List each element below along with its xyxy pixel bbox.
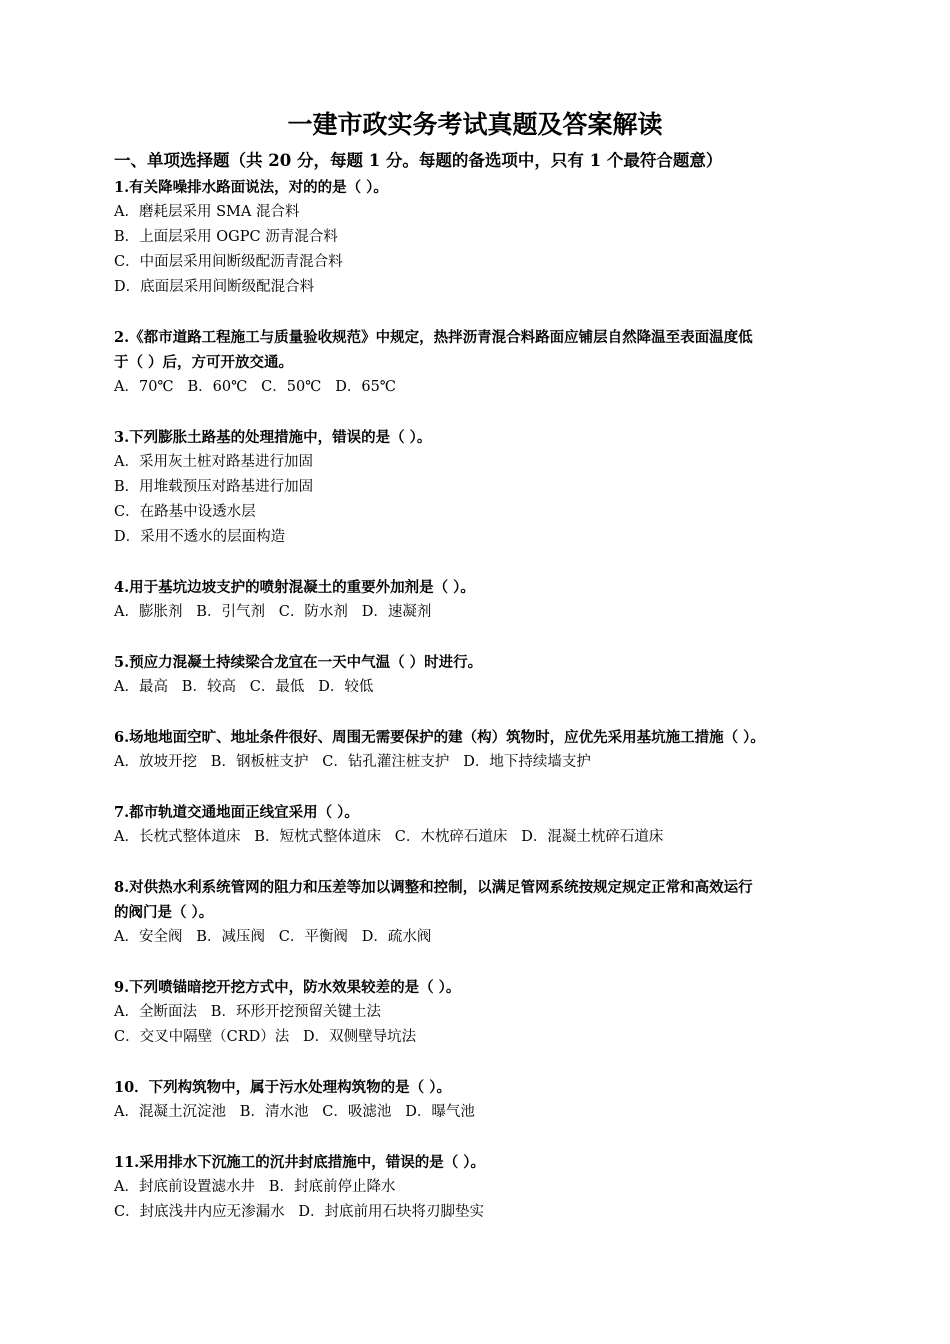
question-9 xyxy=(114,975,874,1050)
question-options: B．用堆载预压对路基进行加固 xyxy=(114,479,314,495)
question-options: A．封底前设置滤水井 B．封底前停止降水 xyxy=(114,1179,396,1195)
question-options: A．全断面法 B．环形开挖预留关键土法 xyxy=(114,1004,381,1020)
question-options: C．交叉中隔壁（CRD）法 D．双侧壁导坑法 xyxy=(114,1029,417,1045)
question-stem: 8.对供热水利系统管网的阻力和压差等加以调整和控制，以满足管网系统按规定规定正常和高效运行 xyxy=(114,879,753,896)
question-stem: 6.场地地面空旷、地址条件很好、周围无需要保护的建（构）筑物时，应优先采用基坑施工措施（ ）。 xyxy=(114,729,765,746)
question-stem: 于（ ）后，方可开放交通。 xyxy=(114,354,294,371)
question-stem: 1.有关降噪排水路面说法，对的的是（ ）。 xyxy=(114,179,388,196)
question-8 xyxy=(114,875,874,950)
question-options: A．安全阀 B．减压阀 C．平衡阀 D．疏水阀 xyxy=(114,929,432,945)
question-options: D．采用不透水的层面构造 xyxy=(114,529,286,545)
question-options: C．封底浅井内应无渗漏水 D．封底前用石块将刃脚垫实 xyxy=(114,1204,485,1220)
question-11 xyxy=(114,1150,874,1225)
question-stem: 9.下列喷锚暗挖开挖方式中，防水效果较差的是（ ）。 xyxy=(114,979,461,996)
question-options: C．中面层采用间断级配沥青混合料 xyxy=(114,254,343,270)
question-options: A．膨胀剂 B．引气剂 C．防水剂 D．速凝剂 xyxy=(114,604,432,620)
question-stem: 4.用于基坑边坡支护的喷射混凝土的重要外加剂是（ ）。 xyxy=(114,579,475,596)
question-options: B．上面层采用 OGPC 沥青混合料 xyxy=(114,229,338,245)
question-stem: 2.《都市道路工程施工与质量验收规范》中规定，热拌沥青混合料路面应铺层自然降温至表面温度低 xyxy=(114,329,753,346)
page-title: 一建市政实务考试真题及答案解读 xyxy=(287,110,663,139)
question-5 xyxy=(114,650,874,700)
question-options: A．采用灰土桩对路基进行加固 xyxy=(114,454,313,470)
question-stem: 5.预应力混凝土持续梁合龙宜在一天中气温（ ）时进行。 xyxy=(114,654,483,671)
question-4 xyxy=(114,575,874,625)
question-7 xyxy=(114,800,874,850)
question-options: A．长枕式整体道床 B．短枕式整体道床 C．木枕碎石道床 D．混凝土枕碎石道床 xyxy=(114,829,664,845)
question-options: A．混凝土沉淀池 B．清水池 C．吸滤池 D．曝气池 xyxy=(114,1104,475,1120)
question-3 xyxy=(114,425,874,550)
question-options: A．70℃ B．60℃ C．50℃ D．65℃ xyxy=(114,379,397,395)
question-options: A．放坡开挖 B．钢板桩支护 C．钻孔灌注桩支护 D．地下持续墙支护 xyxy=(114,754,591,770)
question-list xyxy=(114,175,874,1250)
question-stem: 7.都市轨道交通地面正线宜采用（ ）。 xyxy=(114,804,359,821)
section-heading: 一、单项选择题（共 20 分，每题 1 分。每题的备选项中，只有 1 个最符合题意） xyxy=(114,151,723,170)
question-stem: 11.采用排水下沉施工的沉井封底措施中，错误的是（ ）。 xyxy=(114,1154,486,1171)
question-options: D．底面层采用间断级配混合料 xyxy=(114,279,315,295)
question-stem: 10．下列构筑物中，属于污水处理构筑物的是（ ）。 xyxy=(114,1079,451,1096)
question-options: A．最高 B．较高 C．最低 D．较低 xyxy=(114,679,374,695)
question-stem: 3.下列膨胀土路基的处理措施中，错误的是（ ）。 xyxy=(114,429,432,446)
question-1 xyxy=(114,175,874,300)
question-10 xyxy=(114,1075,874,1125)
question-6 xyxy=(114,725,874,775)
question-2 xyxy=(114,325,874,400)
question-options: C．在路基中设透水层 xyxy=(114,504,256,520)
question-stem: 的阀门是（ ）。 xyxy=(114,904,214,921)
question-options: A．磨耗层采用 SMA 混合料 xyxy=(114,204,300,220)
